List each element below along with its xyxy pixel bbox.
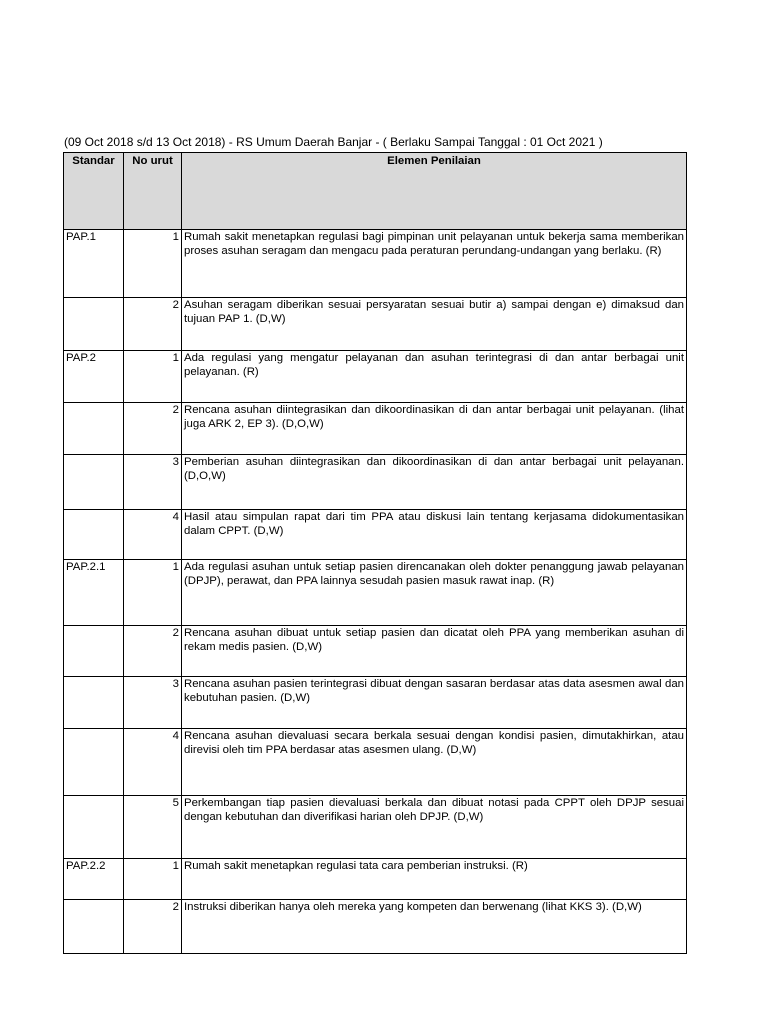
table-row: [64, 560, 687, 626]
cell-elemen: Ada regulasi yang mengatur pelayanan dan asuhan terintegrasi di dan antar berbagai unit pelayanan. (R): [182, 351, 687, 403]
cell-standar: [64, 298, 124, 351]
cell-elemen: Hasil atau simpulan rapat dari tim PPA atau diskusi lain tentang kerjasama didokumentasikan dalam CPPT. (D,W): [182, 510, 687, 560]
column-header-standar: Standar: [64, 153, 124, 230]
cell-standar: [64, 626, 124, 677]
cell-elemen: Rumah sakit menetapkan regulasi bagi pimpinan unit pelayanan untuk bekerja sama memberikan proses asuhan seragam dan mengacu pada peraturan perundang-undangan yang berlaku. (R): [182, 230, 687, 298]
cell-elemen: Rencana asuhan diintegrasikan dan dikoordinasikan di dan antar berbagai unit pelayanan. (lihat juga ARK 2, EP 3). (D,O,W): [182, 403, 687, 455]
assessment-table: [63, 152, 687, 954]
table-row: [64, 455, 687, 510]
cell-elemen: Pemberian asuhan diintegrasikan dan dikoordinasikan di dan antar berbagai unit pelayanan. (D,O,W): [182, 455, 687, 510]
document-header: (09 Oct 2018 s/d 13 Oct 2018) - RS Umum Daerah Banjar - ( Berlaku Sampai Tanggal : 01 Oct 2021 ): [64, 135, 603, 149]
cell-no-urut: 4: [124, 729, 182, 796]
cell-no-urut: 3: [124, 677, 182, 729]
cell-elemen: Instruksi diberikan hanya oleh mereka yang kompeten dan berwenang (lihat KKS 3). (D,W): [182, 900, 687, 954]
cell-elemen: Rencana asuhan dievaluasi secara berkala sesuai dengan kondisi pasien, dimutakhirkan, atau direvisi oleh tim PPA berdasar atas asesmen ulang. (D,W): [182, 729, 687, 796]
cell-standar: PAP.2: [64, 351, 124, 403]
cell-no-urut: 1: [124, 230, 182, 298]
table-row: [64, 859, 687, 900]
cell-standar: [64, 900, 124, 954]
cell-no-urut: 3: [124, 455, 182, 510]
cell-standar: [64, 403, 124, 455]
cell-standar: [64, 796, 124, 859]
table-row: [64, 403, 687, 455]
cell-standar: PAP.2.1: [64, 560, 124, 626]
cell-elemen: Rencana asuhan dibuat untuk setiap pasien dan dicatat oleh PPA yang memberikan asuhan di rekam medis pasien. (D,W): [182, 626, 687, 677]
cell-no-urut: 5: [124, 796, 182, 859]
cell-no-urut: 1: [124, 560, 182, 626]
cell-elemen: Ada regulasi asuhan untuk setiap pasien direncanakan oleh dokter penanggung jawab pelayanan (DPJP), perawat, dan PPA lainnya sesudah pasien masuk rawat inap. (R): [182, 560, 687, 626]
table-row: [64, 677, 687, 729]
cell-no-urut: 2: [124, 900, 182, 954]
column-header-no-urut: No urut: [124, 153, 182, 230]
table-row: [64, 626, 687, 677]
cell-no-urut: 4: [124, 510, 182, 560]
cell-elemen: Rencana asuhan pasien terintegrasi dibuat dengan sasaran berdasar atas data asesmen awal dan kebutuhan pasien. (D,W): [182, 677, 687, 729]
table-row: [64, 796, 687, 859]
table-row: [64, 230, 687, 298]
cell-standar: [64, 677, 124, 729]
cell-elemen: Perkembangan tiap pasien dievaluasi berkala dan dibuat notasi pada CPPT oleh DPJP sesuai dengan kebutuhan dan diverifikasi harian oleh DPJP. (D,W): [182, 796, 687, 859]
cell-no-urut: 2: [124, 403, 182, 455]
cell-no-urut: 1: [124, 351, 182, 403]
table-row: [64, 729, 687, 796]
column-header-elemen-penilaian: Elemen Penilaian: [182, 153, 687, 230]
cell-no-urut: 2: [124, 626, 182, 677]
table-row: [64, 351, 687, 403]
cell-standar: [64, 729, 124, 796]
cell-standar: PAP.2.2: [64, 859, 124, 900]
table-header-row: [64, 153, 687, 230]
table-row: [64, 510, 687, 560]
cell-elemen: Asuhan seragam diberikan sesuai persyaratan sesuai butir a) sampai dengan e) dimaksud dan tujuan PAP 1. (D,W): [182, 298, 687, 351]
table-row: [64, 900, 687, 954]
table-row: [64, 298, 687, 351]
cell-standar: PAP.1: [64, 230, 124, 298]
cell-no-urut: 1: [124, 859, 182, 900]
cell-standar: [64, 455, 124, 510]
cell-no-urut: 2: [124, 298, 182, 351]
cell-elemen: Rumah sakit menetapkan regulasi tata cara pemberian instruksi. (R): [182, 859, 687, 900]
cell-standar: [64, 510, 124, 560]
